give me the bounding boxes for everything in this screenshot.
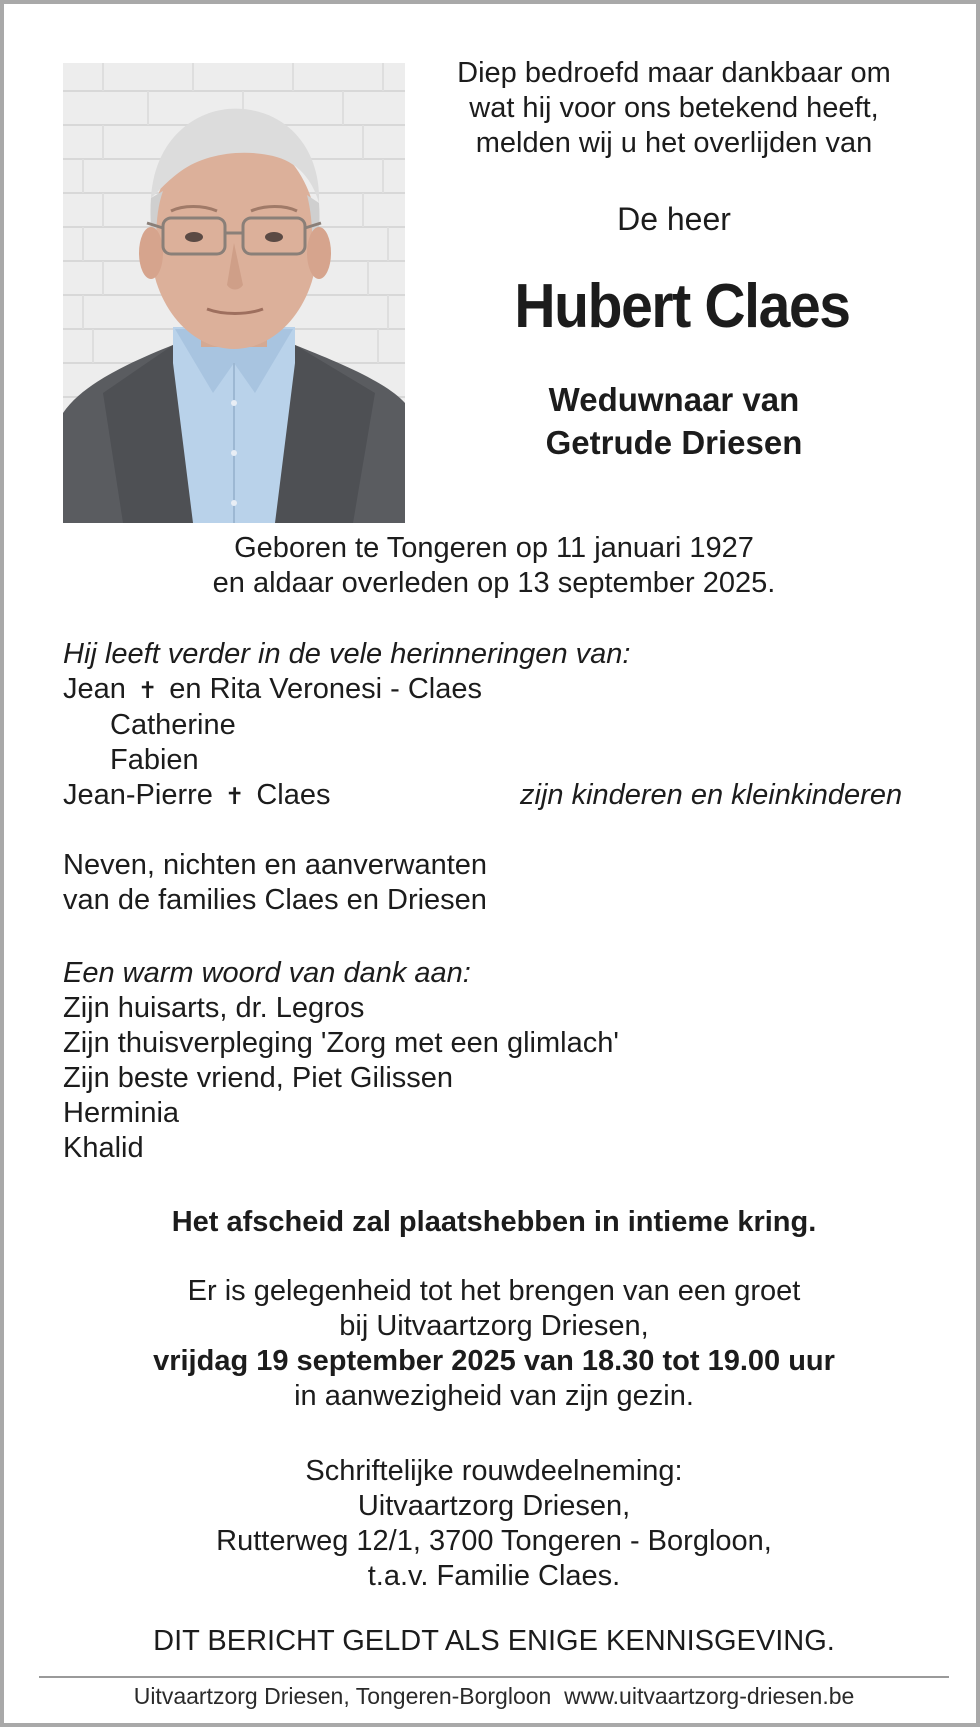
condolence-line: Uitvaartzorg Driesen,	[357, 1490, 631, 1522]
relatives-section	[63, 848, 487, 918]
relation-label: zijn kinderen en kleinkinderen	[520, 779, 903, 811]
death-line: en aldaar overleden op 13 september 2025.	[212, 567, 776, 599]
intro-line: melden wij u het overlijden van	[475, 127, 873, 159]
footer-divider	[39, 1676, 949, 1678]
family-member: Jean-Pierre	[63, 779, 213, 811]
deceased-name: Hubert Claes	[514, 272, 850, 341]
visitation-info	[4, 1274, 980, 1414]
thanks-heading: Een warm woord van dank aan:	[63, 957, 471, 989]
condolence-line: Schriftelijke rouwdeelneming:	[305, 1455, 683, 1487]
spouse-line: Weduwnaar van	[548, 381, 800, 418]
visitation-datetime: vrijdag 19 september 2025 van 18.30 tot 19.00 uur	[153, 1345, 835, 1377]
birth-death-info	[4, 531, 980, 601]
visitation-line: bij Uitvaartzorg Driesen,	[339, 1310, 649, 1342]
salutation: De heer	[617, 201, 731, 237]
cross-icon: ✝	[137, 677, 158, 703]
birth-line: Geboren te Tongeren op 11 januari 1927	[234, 532, 754, 564]
thanks-item: Herminia	[63, 1097, 180, 1129]
thanks-section	[63, 956, 619, 1166]
spouse-name: Getrude Driesen	[545, 424, 803, 461]
condolence-line: t.a.v. Familie Claes.	[367, 1560, 621, 1592]
family-row	[63, 672, 630, 708]
intro-text	[434, 56, 914, 161]
family-heading: Hij leeft verder in de vele herinneringen van:	[63, 638, 631, 670]
intro-line: wat hij voor ons betekend heeft,	[469, 92, 879, 124]
footer-text: Uitvaartzorg Driesen, Tongeren-Borgloon www.uitvaartzorg-driesen.be	[133, 1683, 855, 1709]
relatives-line: van de families Claes en Driesen	[63, 884, 487, 916]
thanks-item: Zijn thuisverpleging 'Zorg met een glimlach'	[63, 1027, 619, 1059]
thanks-item: Zijn huisarts, dr. Legros	[63, 992, 365, 1024]
grandchild: Catherine	[110, 709, 236, 741]
condolence-line: Rutterweg 12/1, 3700 Tongeren - Borgloon,	[216, 1525, 772, 1557]
portrait-photo	[63, 63, 405, 523]
family-member: Jean	[63, 673, 126, 705]
grandchild: Fabien	[110, 744, 199, 776]
spouse-info	[434, 378, 914, 464]
relatives-line: Neven, nichten en aanverwanten	[63, 849, 488, 881]
cross-icon: ✝	[224, 783, 245, 809]
visitation-line: in aanwezigheid van zijn gezin.	[294, 1380, 694, 1412]
visitation-line: Er is gelegenheid tot het brengen van een groet	[187, 1275, 801, 1307]
farewell-text: Het afscheid zal plaatshebben in intieme kring.	[171, 1206, 817, 1238]
family-member: en Rita Veronesi - Claes	[169, 673, 483, 705]
thanks-item: Khalid	[63, 1132, 144, 1164]
thanks-item: Zijn beste vriend, Piet Gilissen	[63, 1062, 454, 1094]
family-member: Claes	[256, 779, 331, 811]
intro-line: Diep bedroefd maar dankbaar om	[457, 57, 891, 89]
official-notice: DIT BERICHT GELDT ALS ENIGE KENNISGEVING.	[153, 1625, 835, 1657]
condolence-address	[4, 1454, 980, 1594]
